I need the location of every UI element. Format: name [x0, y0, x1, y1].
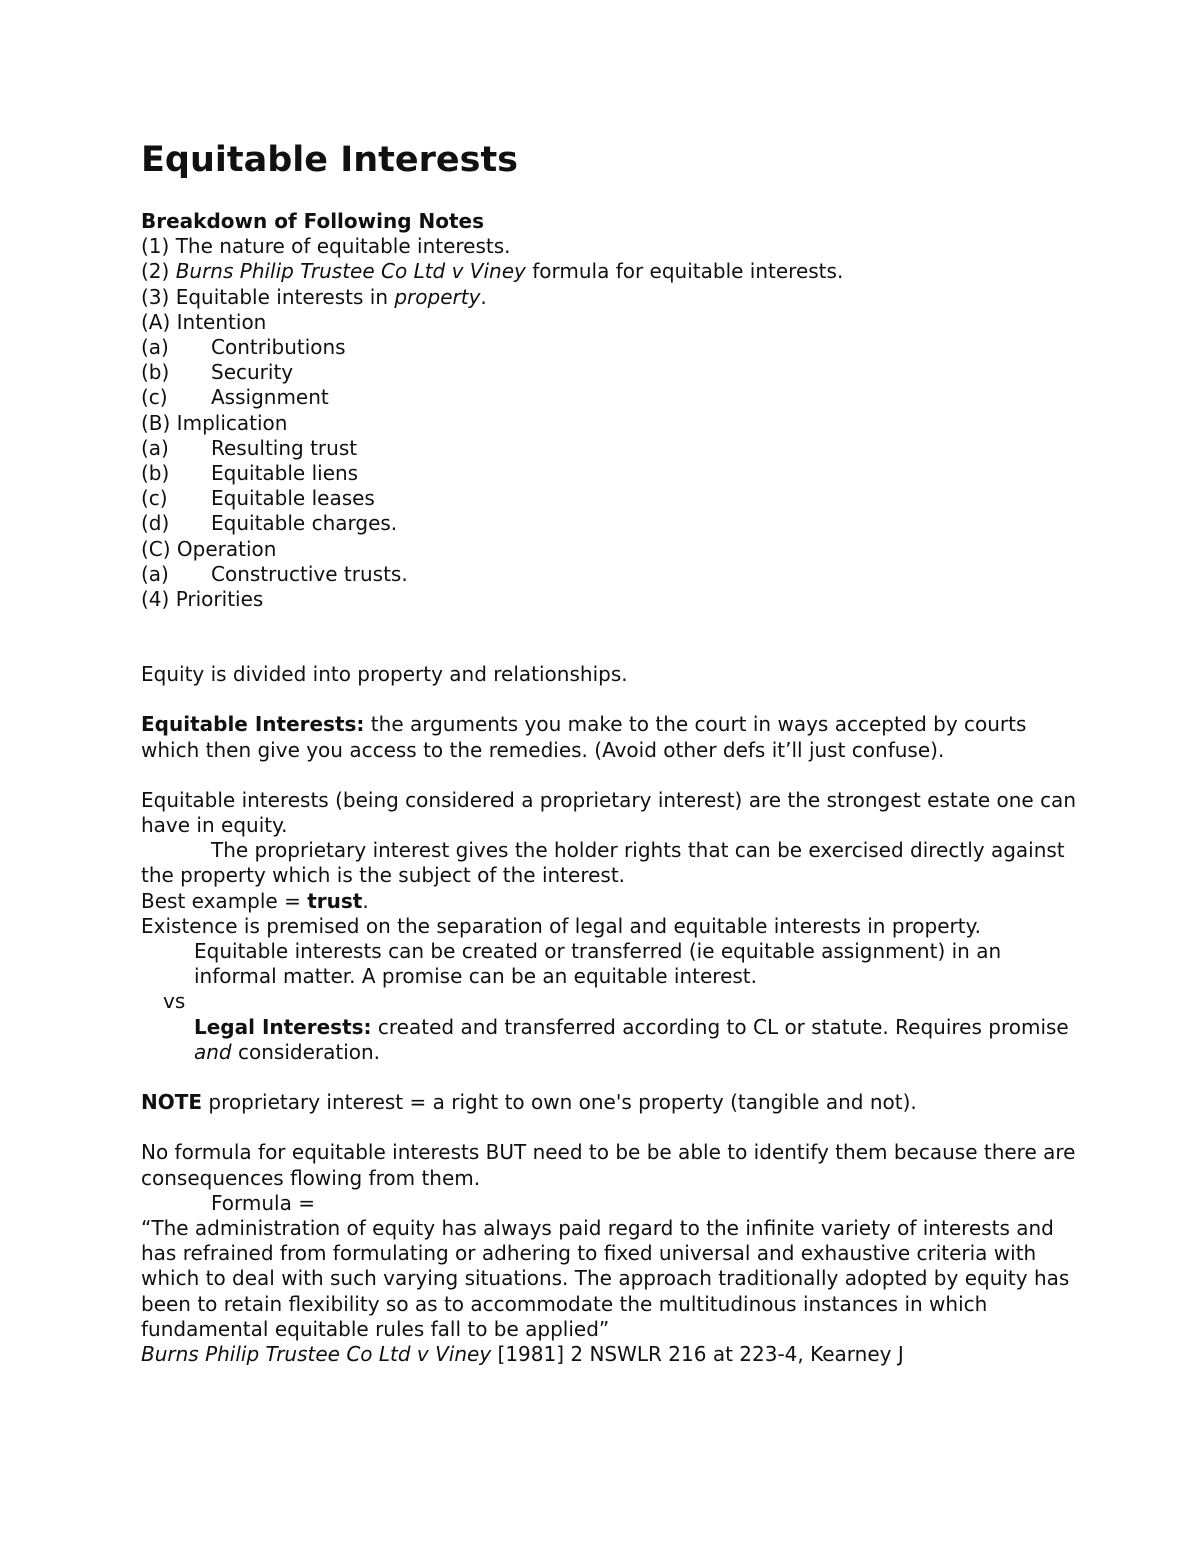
item3-prefix: (3) Equitable interests in	[141, 284, 395, 309]
legal-text-2: consideration.	[231, 1039, 381, 1064]
list-text: Equitable leases	[211, 486, 375, 511]
list-item	[141, 335, 1081, 360]
list-marker: (b)	[141, 360, 170, 385]
citation	[141, 1342, 1081, 1367]
page-title: Equitable Interests	[141, 140, 519, 180]
best-prefix: Best example =	[141, 888, 308, 913]
spacer	[141, 612, 1081, 662]
list-text: Constructive trusts.	[211, 561, 408, 586]
list-text: Assignment	[211, 385, 329, 410]
breakdown-heading: Breakdown of Following Notes	[141, 209, 485, 233]
section-a-heading: (A) Intention	[141, 309, 267, 334]
list-item	[141, 385, 1081, 410]
list-marker: (c)	[141, 486, 168, 511]
note-text: proprietary interest = a right to own one's property (tangible and not).	[202, 1090, 917, 1115]
list-marker: (d)	[141, 511, 170, 536]
best-suffix: .	[362, 888, 369, 913]
vs-label: vs	[163, 989, 186, 1014]
list-text: Equitable liens	[211, 461, 359, 486]
spacer	[141, 1115, 1081, 1140]
list-item	[141, 360, 1081, 385]
legal-term: Legal Interests:	[194, 1014, 372, 1039]
paragraph-proprietary-rights	[141, 838, 1081, 888]
item2-suffix: formula for equitable interests.	[525, 259, 844, 284]
list-text: Security	[211, 360, 294, 385]
proprietary-rights-text: The proprietary interest gives the holder rights that can be exercised directly against the property which is the subject of the interest.	[141, 838, 1065, 888]
paragraph-no-formula: No formula for equitable interests BUT need to be be able to identify them because there are consequences flowing from them.	[141, 1140, 1076, 1190]
list-item	[141, 461, 1081, 486]
citation-case: Burns Philip Trustee Co Ltd v Viney	[141, 1341, 492, 1366]
paragraph-legal-interests	[141, 1015, 1081, 1065]
case-name: Burns Philip Trustee Co Ltd v Viney	[175, 259, 526, 284]
list-marker: (c)	[141, 385, 168, 410]
legal-text-1: created and transferred according to CL or statute. Requires promise	[371, 1014, 1069, 1039]
spacer	[141, 1065, 1081, 1090]
definition-term: Equitable Interests:	[141, 712, 365, 737]
document-page	[141, 138, 1081, 1367]
paragraph-note	[141, 1090, 1081, 1115]
list-item	[141, 436, 1081, 461]
list-marker: (a)	[141, 335, 169, 360]
list-marker: (a)	[141, 561, 169, 586]
paragraph-best-example	[141, 889, 1081, 914]
item2-prefix: (2)	[141, 259, 176, 284]
breakdown-item-4: (4) Priorities	[141, 587, 264, 612]
paragraph-equity-division: Equity is divided into property and relationships.	[141, 662, 628, 687]
quote-block: “The administration of equity has always paid regard to the infinite variety of interests and has refrained from formulating or adhering to fixed universal and exhaustive criteria with which to deal with such varying situations. The approach traditionally adopted by equity has been to retain flexibility so as to accommodate the multitudinous instances in which fundamental equitable rules fall to be applied”	[141, 1215, 1070, 1341]
definition-text: the arguments you make to the court in ways accepted by courts which then give you access to the remedies. (Avoid other defs it’ll just confuse).	[141, 712, 1027, 762]
list-marker: (b)	[141, 461, 170, 486]
section-b-heading: (B) Implication	[141, 410, 288, 435]
list-text: Equitable charges.	[211, 511, 398, 536]
list-item	[141, 562, 1081, 587]
list-item	[141, 511, 1081, 536]
citation-rest: [1981] 2 NSWLR 216 at 223-4, Kearney J	[491, 1341, 904, 1366]
spacer	[141, 763, 1081, 788]
list-text: Contributions	[211, 335, 346, 360]
formula-label: Formula =	[211, 1190, 315, 1215]
section-c-heading: (C) Operation	[141, 536, 277, 561]
list-item	[141, 486, 1081, 511]
breakdown-item-1: (1) The nature of equitable interests.	[141, 234, 511, 259]
list-text: Resulting trust	[211, 435, 358, 460]
list-marker: (a)	[141, 435, 169, 460]
best-bold: trust	[307, 888, 363, 913]
spacer	[141, 687, 1081, 712]
paragraph-definition	[141, 712, 1081, 762]
item3-italic: property	[394, 284, 481, 309]
breakdown-item-2	[141, 259, 1081, 284]
paragraph-existence: Existence is premised on the separation of legal and equitable interests in property.	[141, 913, 981, 938]
paragraph-equitable-created: Equitable interests can be created or transferred (ie equitable assignment) in an informal matter. A promise can be an equitable interest.	[194, 939, 1002, 989]
paragraph-strongest-estate: Equitable interests (being considered a proprietary interest) are the strongest estate one can have in equity.	[141, 787, 1076, 838]
breakdown-item-3	[141, 285, 1081, 310]
item3-suffix: .	[480, 284, 487, 309]
legal-italic: and	[194, 1039, 232, 1064]
note-label: NOTE	[141, 1090, 203, 1115]
